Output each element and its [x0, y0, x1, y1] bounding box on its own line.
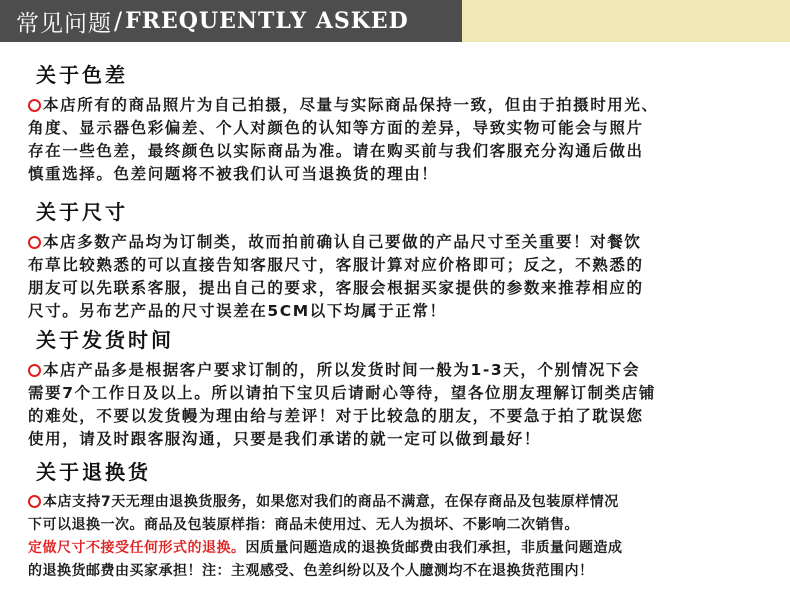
section-size — [28, 197, 778, 323]
section-color-difference — [28, 60, 778, 186]
section-line: 下可以退换一次。商品及包装原样指：商品未使用过、无人为损坏、不影响二次销售。 — [28, 517, 579, 533]
section-line: 使用，请及时跟客服沟通，只要是我们承诺的就一定可以做到最好！ — [28, 430, 542, 448]
section-returns — [28, 457, 778, 583]
section-shipping-time — [28, 325, 778, 451]
section-line: 需要7个工作日及以上。所以请拍下宝贝后请耐心等待，望各位朋友理解订制类店铺 — [28, 384, 656, 402]
section-line: 存在一些色差，最终颜色以实际商品为准。请在购买前与我们客服充分沟通后做出 — [28, 142, 644, 160]
red-circle-icon — [28, 236, 41, 249]
section-line: 慎重选择。色差问题将不被我们认可当退换货的理由！ — [28, 165, 439, 183]
section-line: 的难处，不要以发货幔为理由给与差评！对于比较急的朋友，不要急于拍了耽误您 — [28, 407, 644, 425]
section-line: 尺寸。另布艺产品的尺寸误差在5CM以下均属于正常！ — [28, 302, 447, 320]
red-circle-icon — [28, 99, 41, 112]
custom-size-no-return-notice: 定做尺寸不接受任何形式的退换。 — [28, 540, 246, 556]
header-gold-band — [462, 0, 790, 42]
header-slash: / — [114, 7, 123, 35]
red-circle-icon — [28, 364, 41, 377]
section-line: 本店多数产品均为订制类，故而拍前确认自己要做的产品尺寸至关重要！对餐饮 — [28, 231, 778, 254]
header-title-bar — [0, 0, 462, 42]
section-title: 关于发货时间 — [36, 328, 174, 352]
section-line: 本店支持7天无理由退换货服务，如果您对我们的商品不满意，在保存商品及包装原样情况 — [28, 491, 778, 514]
faq-header — [0, 0, 790, 42]
header-title-cn: 常见问题 — [16, 10, 112, 37]
section-line: 角度、显示器色彩偏差、个人对颜色的认知等方面的差异，导致实物可能会与照片 — [28, 119, 644, 137]
section-line: 本店产品多是根据客户要求订制的，所以发货时间一般为1-3天，个别情况下会 — [28, 359, 778, 382]
section-line: 朋友可以先联系客服，提出自己的要求，客服会根据买家提供的参数来推荐相应的 — [28, 279, 644, 297]
section-line: 的退换货邮费由买家承担！注：主观感受、色差纠纷以及个人臆测均不在退换货范围内！ — [28, 563, 594, 579]
section-title: 关于色差 — [36, 63, 128, 87]
red-circle-icon — [28, 495, 41, 508]
section-line: 本店所有的商品照片为自己拍摄，尽量与实际商品保持一致，但由于拍摄时用光、 — [28, 94, 778, 117]
section-title: 关于退换货 — [36, 460, 151, 484]
section-title: 关于尺寸 — [36, 200, 128, 224]
section-line: 布草比较熟悉的可以直接告知客服尺寸，客服计算对应价格即可；反之，不熟悉的 — [28, 256, 644, 274]
header-title-en: FREQUENTLY ASKED — [125, 8, 409, 34]
section-line: 定做尺寸不接受任何形式的退换。因质量问题造成的退换货邮费由我们承担，非质量问题造成 — [28, 540, 623, 556]
